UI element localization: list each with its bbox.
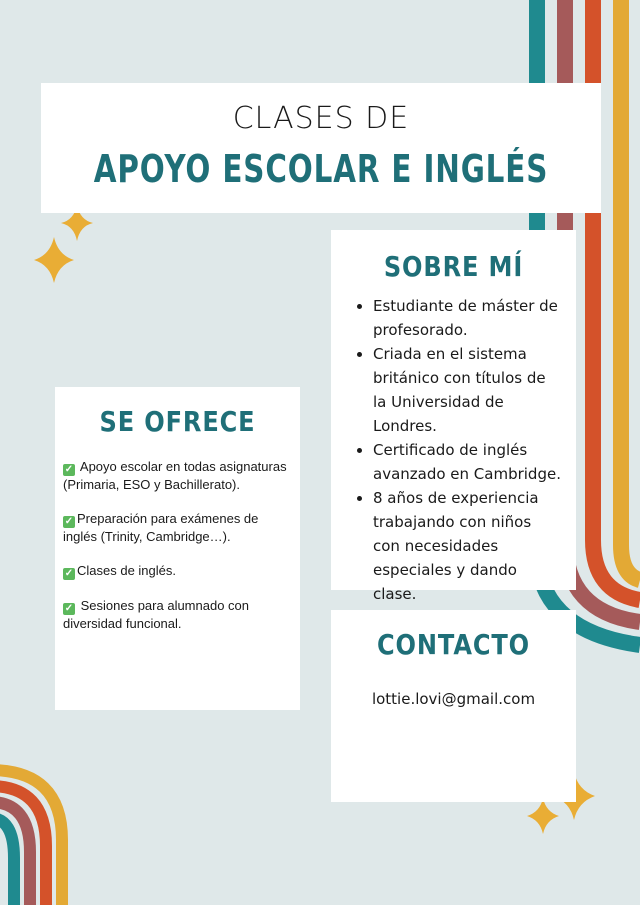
offer-item: [63, 562, 294, 580]
title-line-1: CLASES DE: [232, 101, 410, 136]
contact-heading: CONTACTO: [377, 628, 530, 661]
title-card: [41, 83, 601, 213]
offer-item-text: Clases de inglés.: [77, 563, 176, 578]
about-item: • Criada en el sistema británico con títulos de la Universidad de Londres.: [373, 342, 562, 438]
about-heading: SOBRE MÍ: [383, 250, 524, 283]
about-item: • Estudiante de máster de profesorado.: [373, 294, 562, 342]
offer-item-text: Apoyo escolar en todas asignaturas (Primaria, ESO y Bachillerato).: [63, 459, 287, 492]
about-item: • 8 años de experiencia trabajando con niños con necesidades especiales y dando clase.: [373, 486, 562, 606]
offer-card: [55, 387, 300, 710]
about-list: [355, 294, 562, 606]
offer-item: [63, 510, 294, 545]
offer-item-text: Sesiones para alumnado con diversidad funcional.: [63, 598, 250, 631]
offer-item: [63, 458, 294, 493]
offer-item: [63, 597, 294, 632]
check-mark-icon: ✓: [64, 516, 74, 527]
rainbow-arcs-bottom-left: [0, 770, 62, 905]
offer-heading: SE OFRECE: [99, 405, 256, 438]
check-mark-icon: ✓: [64, 603, 74, 614]
about-card: [331, 230, 576, 603]
offer-item-text: Preparación para exámenes de inglés (Trinity, Cambridge…).: [63, 511, 259, 544]
check-mark-icon: ✓: [64, 464, 74, 475]
contact-email[interactable]: lottie.lovi@gmail.com: [371, 690, 536, 708]
offer-list: [63, 458, 294, 649]
about-item: • Certificado de inglés avanzado en Cambridge.: [373, 438, 562, 486]
check-mark-icon: ✓: [64, 568, 74, 579]
contact-card: [331, 610, 576, 802]
title-line-2: APOYO ESCOLAR E INGLÉS: [93, 147, 549, 191]
